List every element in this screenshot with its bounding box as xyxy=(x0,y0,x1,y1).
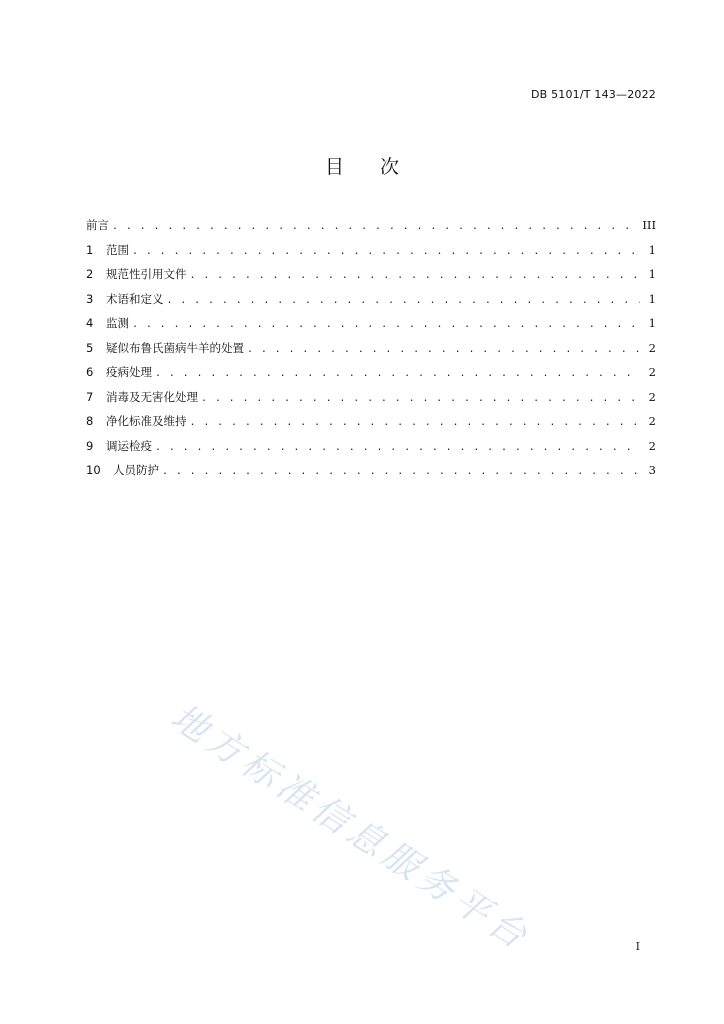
toc-entry-terms-definitions[interactable] xyxy=(86,291,656,316)
document-code: DB 5101/T 143—2022 xyxy=(530,88,656,101)
toc-entry-number: 1 xyxy=(86,242,94,257)
toc-entry-monitoring[interactable] xyxy=(86,315,656,340)
toc-entry-label: 范围 xyxy=(106,242,129,257)
toc-entry-page: 2 xyxy=(648,414,656,428)
toc-entry-label: 监测 xyxy=(106,316,129,330)
toc-leader-dots xyxy=(112,221,636,232)
toc-entry-normative-references[interactable] xyxy=(86,266,656,291)
toc-entry-suspected-cases[interactable] xyxy=(86,340,656,365)
toc-entry-number: 9 xyxy=(86,438,94,453)
toc-entry-number: 10 xyxy=(86,463,101,477)
toc-entry-label: 疫病处理 xyxy=(106,365,152,379)
toc-entry-disease-handling[interactable] xyxy=(86,364,656,389)
toc-leader-dots xyxy=(167,295,641,306)
toc-leader-dots xyxy=(155,368,640,379)
page-title: 目次 xyxy=(324,156,435,178)
toc-entry-page: 2 xyxy=(648,365,656,379)
toc-entry-transport-quarantine[interactable] xyxy=(86,438,656,463)
toc-entry-number: 8 xyxy=(86,414,94,428)
toc-entry-page: 2 xyxy=(648,340,656,355)
toc-leader-dots xyxy=(247,344,640,355)
toc-entry-page: 1 xyxy=(648,242,656,257)
toc-leader-dots xyxy=(132,319,640,330)
page-number: I xyxy=(635,940,640,953)
toc-entry-number: 2 xyxy=(86,267,94,281)
toc-entry-foreword[interactable] xyxy=(86,217,656,242)
watermark: 地方标准信息服务平台 xyxy=(163,696,538,960)
toc-entry-label: 规范性引用文件 xyxy=(106,267,187,281)
toc-entry-label: 净化标准及维持 xyxy=(106,414,187,428)
toc-entry-disinfection[interactable] xyxy=(86,389,656,414)
toc-entry-page: 1 xyxy=(648,267,656,281)
toc-entry-label: 疑似布鲁氏菌病牛羊的处置 xyxy=(106,340,244,355)
toc-leader-dots xyxy=(190,270,641,281)
table-of-contents xyxy=(86,217,656,487)
toc-leader-dots xyxy=(201,393,640,404)
toc-entry-page: 1 xyxy=(648,316,656,330)
toc-leader-dots xyxy=(132,246,640,257)
toc-entry-number: 7 xyxy=(86,389,94,404)
toc-entry-page: 2 xyxy=(648,389,656,404)
toc-leader-dots xyxy=(162,466,640,477)
toc-entry-number: 4 xyxy=(86,316,94,330)
toc-entry-page: 2 xyxy=(648,438,656,453)
toc-entry-label: 前言 xyxy=(86,218,109,232)
toc-entry-page: 1 xyxy=(648,291,656,306)
toc-entry-personnel-protection[interactable] xyxy=(86,462,656,487)
toc-leader-dots xyxy=(190,417,641,428)
toc-entry-scope[interactable] xyxy=(86,242,656,267)
toc-entry-number: 5 xyxy=(86,340,94,355)
toc-entry-page: III xyxy=(642,218,656,232)
toc-entry-page: 3 xyxy=(648,463,656,477)
toc-leader-dots xyxy=(155,442,640,453)
toc-entry-purification-standard[interactable] xyxy=(86,413,656,438)
toc-entry-label: 人员防护 xyxy=(113,463,159,477)
toc-entry-label: 调运检疫 xyxy=(106,438,152,453)
toc-entry-number: 3 xyxy=(86,291,94,306)
toc-entry-label: 术语和定义 xyxy=(106,291,164,306)
toc-entry-number: 6 xyxy=(86,365,94,379)
toc-entry-label: 消毒及无害化处理 xyxy=(106,389,198,404)
